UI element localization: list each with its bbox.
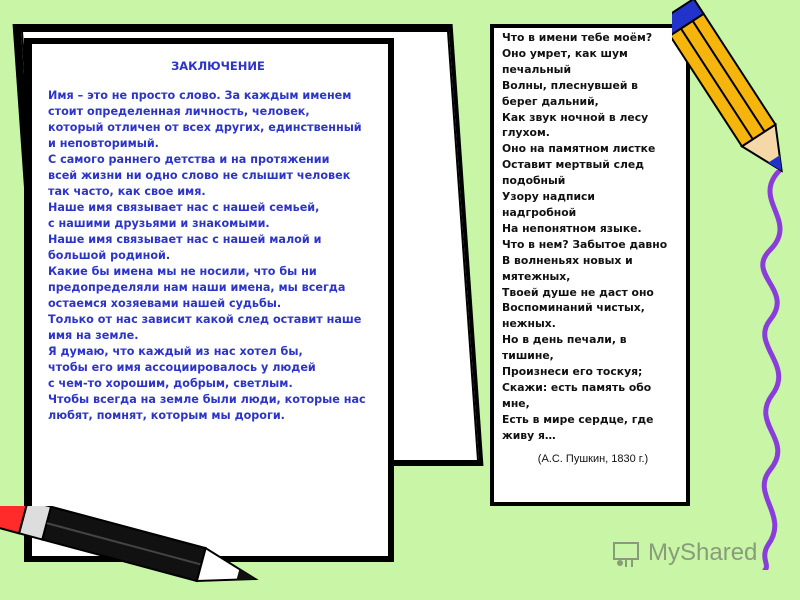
pencil-icon xyxy=(672,0,792,196)
teacher-board-icon xyxy=(610,537,642,569)
poem-block xyxy=(502,30,684,467)
squiggle-decoration xyxy=(740,170,800,570)
pencil-bottom-icon xyxy=(0,506,270,600)
conclusion-body: Имя – это не просто слово. За каждым именем стоит определенная личность, человек, который отличен от всех других, единственный и неповторимый. С самого раннего детства и на протяжении всей жизни ни одно слово не слышит человек так часто, как свое имя. Наше имя связывает нас с нашей семьей, с нашими друзьями и знакомыми. Наше имя связывает нас с нашей малой и большой родиной. Какие бы имена мы не носили, что бы ни предопределяли нам наши имена, мы всегда остаемся хозяевами нашей судьбы. Только от нас зависит какой след оставит наше имя на земле. Я думаю, что каждый из нас хотел бы, чтобы его имя ассоциировалось у людей с чем-то хорошим, добрым, светлым. Чтобы всегда на земле были люди, которые нас любят, помнят, которым мы дороги. xyxy=(48,89,366,422)
poem-author: (А.С. Пушкин, 1830 г.) xyxy=(537,452,649,465)
watermark-text: MyShared xyxy=(648,539,758,566)
watermark xyxy=(610,536,757,570)
poem-text: Что в имени тебе моём? Оно умрет, как шум печальный Волны, плеснувшей в берег дальний, Как звук ночной в лесу глухом. Оно на памятном листке Оставит мертвый след подобный Узору надписи надгробной На непонятном языке. Что в нем? Забытое давно В волненьях новых и мятежных, Твоей душе не даст оно Воспоминаний чистых, нежных. Но в день печали, в тишине, Произнеси его тоскуя; Скажи: есть память обо мне, Есть в мире сердце, где живу я… xyxy=(502,31,668,442)
conclusion-text xyxy=(48,58,388,424)
conclusion-title: ЗАКЛЮЧЕНИЕ xyxy=(171,59,265,73)
